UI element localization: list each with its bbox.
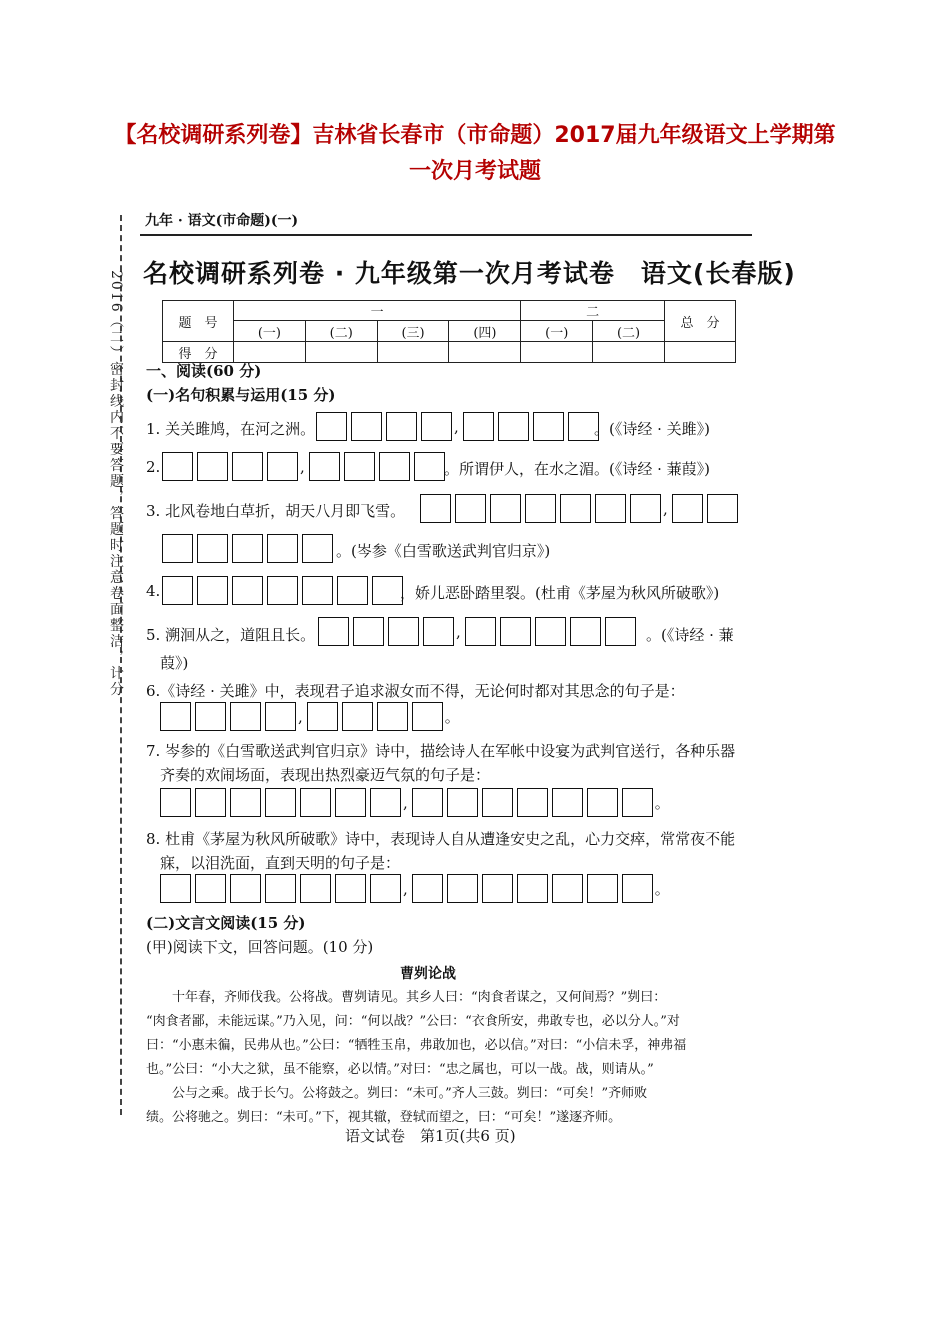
comma: , xyxy=(403,793,408,812)
char-box[interactable] xyxy=(605,617,636,646)
essay-line: “肉食者鄙，未能远谋。”乃入见，问：“何以战？”公曰：“衣食所安，弗敢专也，必以分人。”对 xyxy=(146,1014,680,1029)
q2-answer-boxes[interactable] xyxy=(162,452,449,481)
question-1: 1. 关关雎鸠，在河之洲。 xyxy=(146,420,316,438)
char-box[interactable] xyxy=(267,534,298,563)
char-box[interactable] xyxy=(587,874,618,903)
char-box[interactable] xyxy=(307,702,338,731)
char-box[interactable] xyxy=(195,788,226,817)
part-one-header: 一 xyxy=(234,301,521,321)
char-box[interactable] xyxy=(552,788,583,817)
essay-line: 曰：“小惠未徧，民弗从也。”公曰：“牺牲玉帛，弗敢加也，必以信。”对曰：“小信未孚，神弗福 xyxy=(146,1038,687,1053)
header-rule xyxy=(140,234,752,236)
char-box[interactable] xyxy=(318,617,349,646)
char-box[interactable] xyxy=(197,452,228,481)
essay-line: 十年春，齐师伐我。公将战。曹刿请见。其乡人曰：“肉食者谋之，又何间焉？”刿曰： xyxy=(146,990,667,1005)
document-title xyxy=(60,118,890,190)
score-cell[interactable] xyxy=(305,342,377,363)
subcol-1: (一) xyxy=(234,321,306,342)
char-box[interactable] xyxy=(162,576,193,605)
char-box[interactable] xyxy=(195,702,226,731)
char-box[interactable] xyxy=(447,874,478,903)
question-8-line-1: 8. 杜甫《茅屋为秋风所破歌》诗中，表现诗人自从遭逢安史之乱，心力交瘁，常常夜不能 xyxy=(146,830,736,848)
part-two-header: 二 xyxy=(521,301,665,321)
char-box[interactable] xyxy=(412,788,443,817)
char-box[interactable] xyxy=(160,874,191,903)
row-label-question: 题 号 xyxy=(163,301,234,342)
period: 。 xyxy=(654,794,670,812)
document-title-line-2: 一次月考试题 xyxy=(408,159,541,184)
char-box[interactable] xyxy=(370,874,401,903)
char-box[interactable] xyxy=(162,452,193,481)
subcol-4: (四) xyxy=(449,321,521,342)
char-box[interactable] xyxy=(197,534,228,563)
question-4-number: 4. xyxy=(146,582,161,600)
subcol-3: (三) xyxy=(377,321,449,342)
q7-answer-boxes[interactable] xyxy=(160,788,674,817)
question-8-line-2: 寐，以泪洗面，直到天明的句子是： xyxy=(160,854,401,872)
comma: , xyxy=(456,622,461,641)
char-box[interactable] xyxy=(230,788,261,817)
char-box[interactable] xyxy=(265,702,296,731)
char-box[interactable] xyxy=(162,534,193,563)
char-box[interactable] xyxy=(707,494,738,523)
char-box[interactable] xyxy=(302,576,333,605)
char-box[interactable] xyxy=(482,874,513,903)
q5-source-b: 葭》) xyxy=(160,654,189,672)
char-box[interactable] xyxy=(447,788,478,817)
q5-source-a: 。(《诗经 · 蒹 xyxy=(646,626,734,644)
q3-answer-boxes-line2[interactable] xyxy=(162,534,337,563)
page-footer: 语文试卷 第1页(共6 页) xyxy=(345,1127,516,1145)
char-box[interactable] xyxy=(533,412,564,441)
char-box[interactable] xyxy=(351,412,382,441)
char-box[interactable] xyxy=(335,874,366,903)
char-box[interactable] xyxy=(498,412,529,441)
paper-header: 九年 · 语文(市命题)(一) xyxy=(145,213,299,229)
char-box[interactable] xyxy=(335,788,366,817)
comma: , xyxy=(298,707,303,726)
char-box[interactable] xyxy=(267,452,298,481)
score-table xyxy=(162,300,736,363)
question-4: ，娇儿恶卧踏里裂。(杜甫《茅屋为秋风所破歌》) xyxy=(400,584,720,602)
char-box[interactable] xyxy=(230,874,261,903)
char-box[interactable] xyxy=(420,494,451,523)
char-box[interactable] xyxy=(342,702,373,731)
q3-answer-boxes-line1[interactable] xyxy=(420,494,742,523)
period: 。 xyxy=(654,880,670,898)
char-box[interactable] xyxy=(197,576,228,605)
char-box[interactable] xyxy=(622,874,653,903)
q5-answer-boxes[interactable] xyxy=(318,617,640,646)
essay-line: 也。”公曰：“小大之狱，虽不能察，必以情。”对曰：“忠之属也，可以一战。战，则请从。” xyxy=(146,1062,654,1077)
subsection-classical: (二)文言文阅读(15 分) xyxy=(146,914,306,932)
char-box[interactable] xyxy=(587,788,618,817)
char-box[interactable] xyxy=(455,494,486,523)
char-box[interactable] xyxy=(265,788,296,817)
char-box[interactable] xyxy=(302,534,333,563)
q1-answer-boxes[interactable] xyxy=(316,412,603,441)
subcol-5: (一) xyxy=(521,321,593,342)
question-3: 3. 北风卷地白草折，胡天八月即飞雪。 xyxy=(146,502,406,520)
char-box[interactable] xyxy=(230,702,261,731)
char-box[interactable] xyxy=(388,617,419,646)
question-2: 。所谓伊人，在水之湄。(《诗经 · 蒹葭》) xyxy=(444,460,711,478)
char-box[interactable] xyxy=(232,576,263,605)
essay-line: 绩。公将驰之。刿曰：“未可。”下，视其辙，登轼而望之，曰：“可矣！”遂逐齐师。 xyxy=(146,1110,622,1125)
total-header: 总 分 xyxy=(665,301,736,342)
question-5: 5. 溯洄从之，道阻且长。 xyxy=(146,626,316,644)
q1-source: 。(《诗经 · 关雎》) xyxy=(594,420,711,438)
char-box[interactable] xyxy=(386,412,417,441)
score-cell[interactable] xyxy=(593,342,665,363)
exam-title: 名校调研系列卷 · 九年级第一次月考试卷 语文(长春版) xyxy=(143,259,796,288)
binding-margin-text: 2016（二）密封线内不要答题，答题时注意卷面整洁，计分 xyxy=(108,270,124,698)
essay-title: 曹刿论战 xyxy=(400,966,456,982)
q6-answer-boxes[interactable] xyxy=(160,702,464,731)
char-box[interactable] xyxy=(300,788,331,817)
row-label-score: 得 分 xyxy=(163,342,234,363)
question-2-number: 2. xyxy=(146,458,161,476)
period: 。 xyxy=(444,708,460,726)
subcol-2: (二) xyxy=(305,321,377,342)
question-7-line-1: 7. 岑参的《白雪歌送武判官归京》诗中，描绘诗人在军帐中设宴为武判官送行，各种乐器 xyxy=(146,742,736,760)
document-title-line-1: 【名校调研系列卷】吉林省长春市（市命题）2017届九年级语文上学期第 xyxy=(114,123,836,148)
char-box[interactable] xyxy=(672,494,703,523)
char-box[interactable] xyxy=(160,702,191,731)
char-box[interactable] xyxy=(465,617,496,646)
char-box[interactable] xyxy=(265,874,296,903)
char-box[interactable] xyxy=(372,576,403,605)
char-box[interactable] xyxy=(316,412,347,441)
char-box[interactable] xyxy=(412,702,443,731)
essay-paragraph xyxy=(146,986,752,1130)
comma: , xyxy=(403,879,408,898)
comma: , xyxy=(663,499,668,518)
char-box[interactable] xyxy=(525,494,556,523)
q8-answer-boxes[interactable] xyxy=(160,874,674,903)
total-score-cell[interactable] xyxy=(665,342,736,363)
char-box[interactable] xyxy=(560,494,591,523)
score-cell[interactable] xyxy=(377,342,449,363)
char-box[interactable] xyxy=(423,617,454,646)
char-box[interactable] xyxy=(377,702,408,731)
char-box[interactable] xyxy=(160,788,191,817)
subsection-quotes: (一)名句积累与运用(15 分) xyxy=(146,386,336,404)
score-cell[interactable] xyxy=(521,342,593,363)
char-box[interactable] xyxy=(309,452,340,481)
q4-answer-boxes[interactable] xyxy=(162,576,407,605)
question-6: 6.《诗经 · 关雎》中，表现君子追求淑女而不得，无论何时都对其思念的句子是： xyxy=(146,682,685,700)
char-box[interactable] xyxy=(482,788,513,817)
char-box[interactable] xyxy=(195,874,226,903)
subsection-classical-a: (甲)阅读下文，回答问题。(10 分) xyxy=(146,938,374,956)
char-box[interactable] xyxy=(595,494,626,523)
char-box[interactable] xyxy=(622,788,653,817)
char-box[interactable] xyxy=(535,617,566,646)
char-box[interactable] xyxy=(630,494,661,523)
char-box[interactable] xyxy=(267,576,298,605)
char-box[interactable] xyxy=(337,576,368,605)
char-box[interactable] xyxy=(232,534,263,563)
char-box[interactable] xyxy=(552,874,583,903)
char-box[interactable] xyxy=(370,788,401,817)
char-box[interactable] xyxy=(300,874,331,903)
comma: , xyxy=(300,457,305,476)
char-box[interactable] xyxy=(353,617,384,646)
char-box[interactable] xyxy=(517,874,548,903)
char-box[interactable] xyxy=(517,788,548,817)
char-box[interactable] xyxy=(500,617,531,646)
q3-source: 。(岑参《白雪歌送武判官归京》) xyxy=(336,542,551,560)
char-box[interactable] xyxy=(344,452,375,481)
char-box[interactable] xyxy=(232,452,263,481)
char-box[interactable] xyxy=(421,412,452,441)
subcol-6: (二) xyxy=(593,321,665,342)
char-box[interactable] xyxy=(414,452,445,481)
char-box[interactable] xyxy=(379,452,410,481)
char-box[interactable] xyxy=(570,617,601,646)
char-box[interactable] xyxy=(463,412,494,441)
char-box[interactable] xyxy=(490,494,521,523)
char-box[interactable] xyxy=(412,874,443,903)
question-7-line-2: 齐奏的欢闹场面，表现出热烈豪迈气氛的句子是： xyxy=(160,766,491,784)
comma: , xyxy=(454,417,459,436)
score-cell[interactable] xyxy=(449,342,521,363)
section-reading: 一、阅读(60 分) xyxy=(146,362,262,380)
essay-line: 公与之乘。战于长勺。公将鼓之。刿曰：“未可。”齐人三鼓。刿曰：“可矣！”齐师败 xyxy=(146,1086,648,1101)
